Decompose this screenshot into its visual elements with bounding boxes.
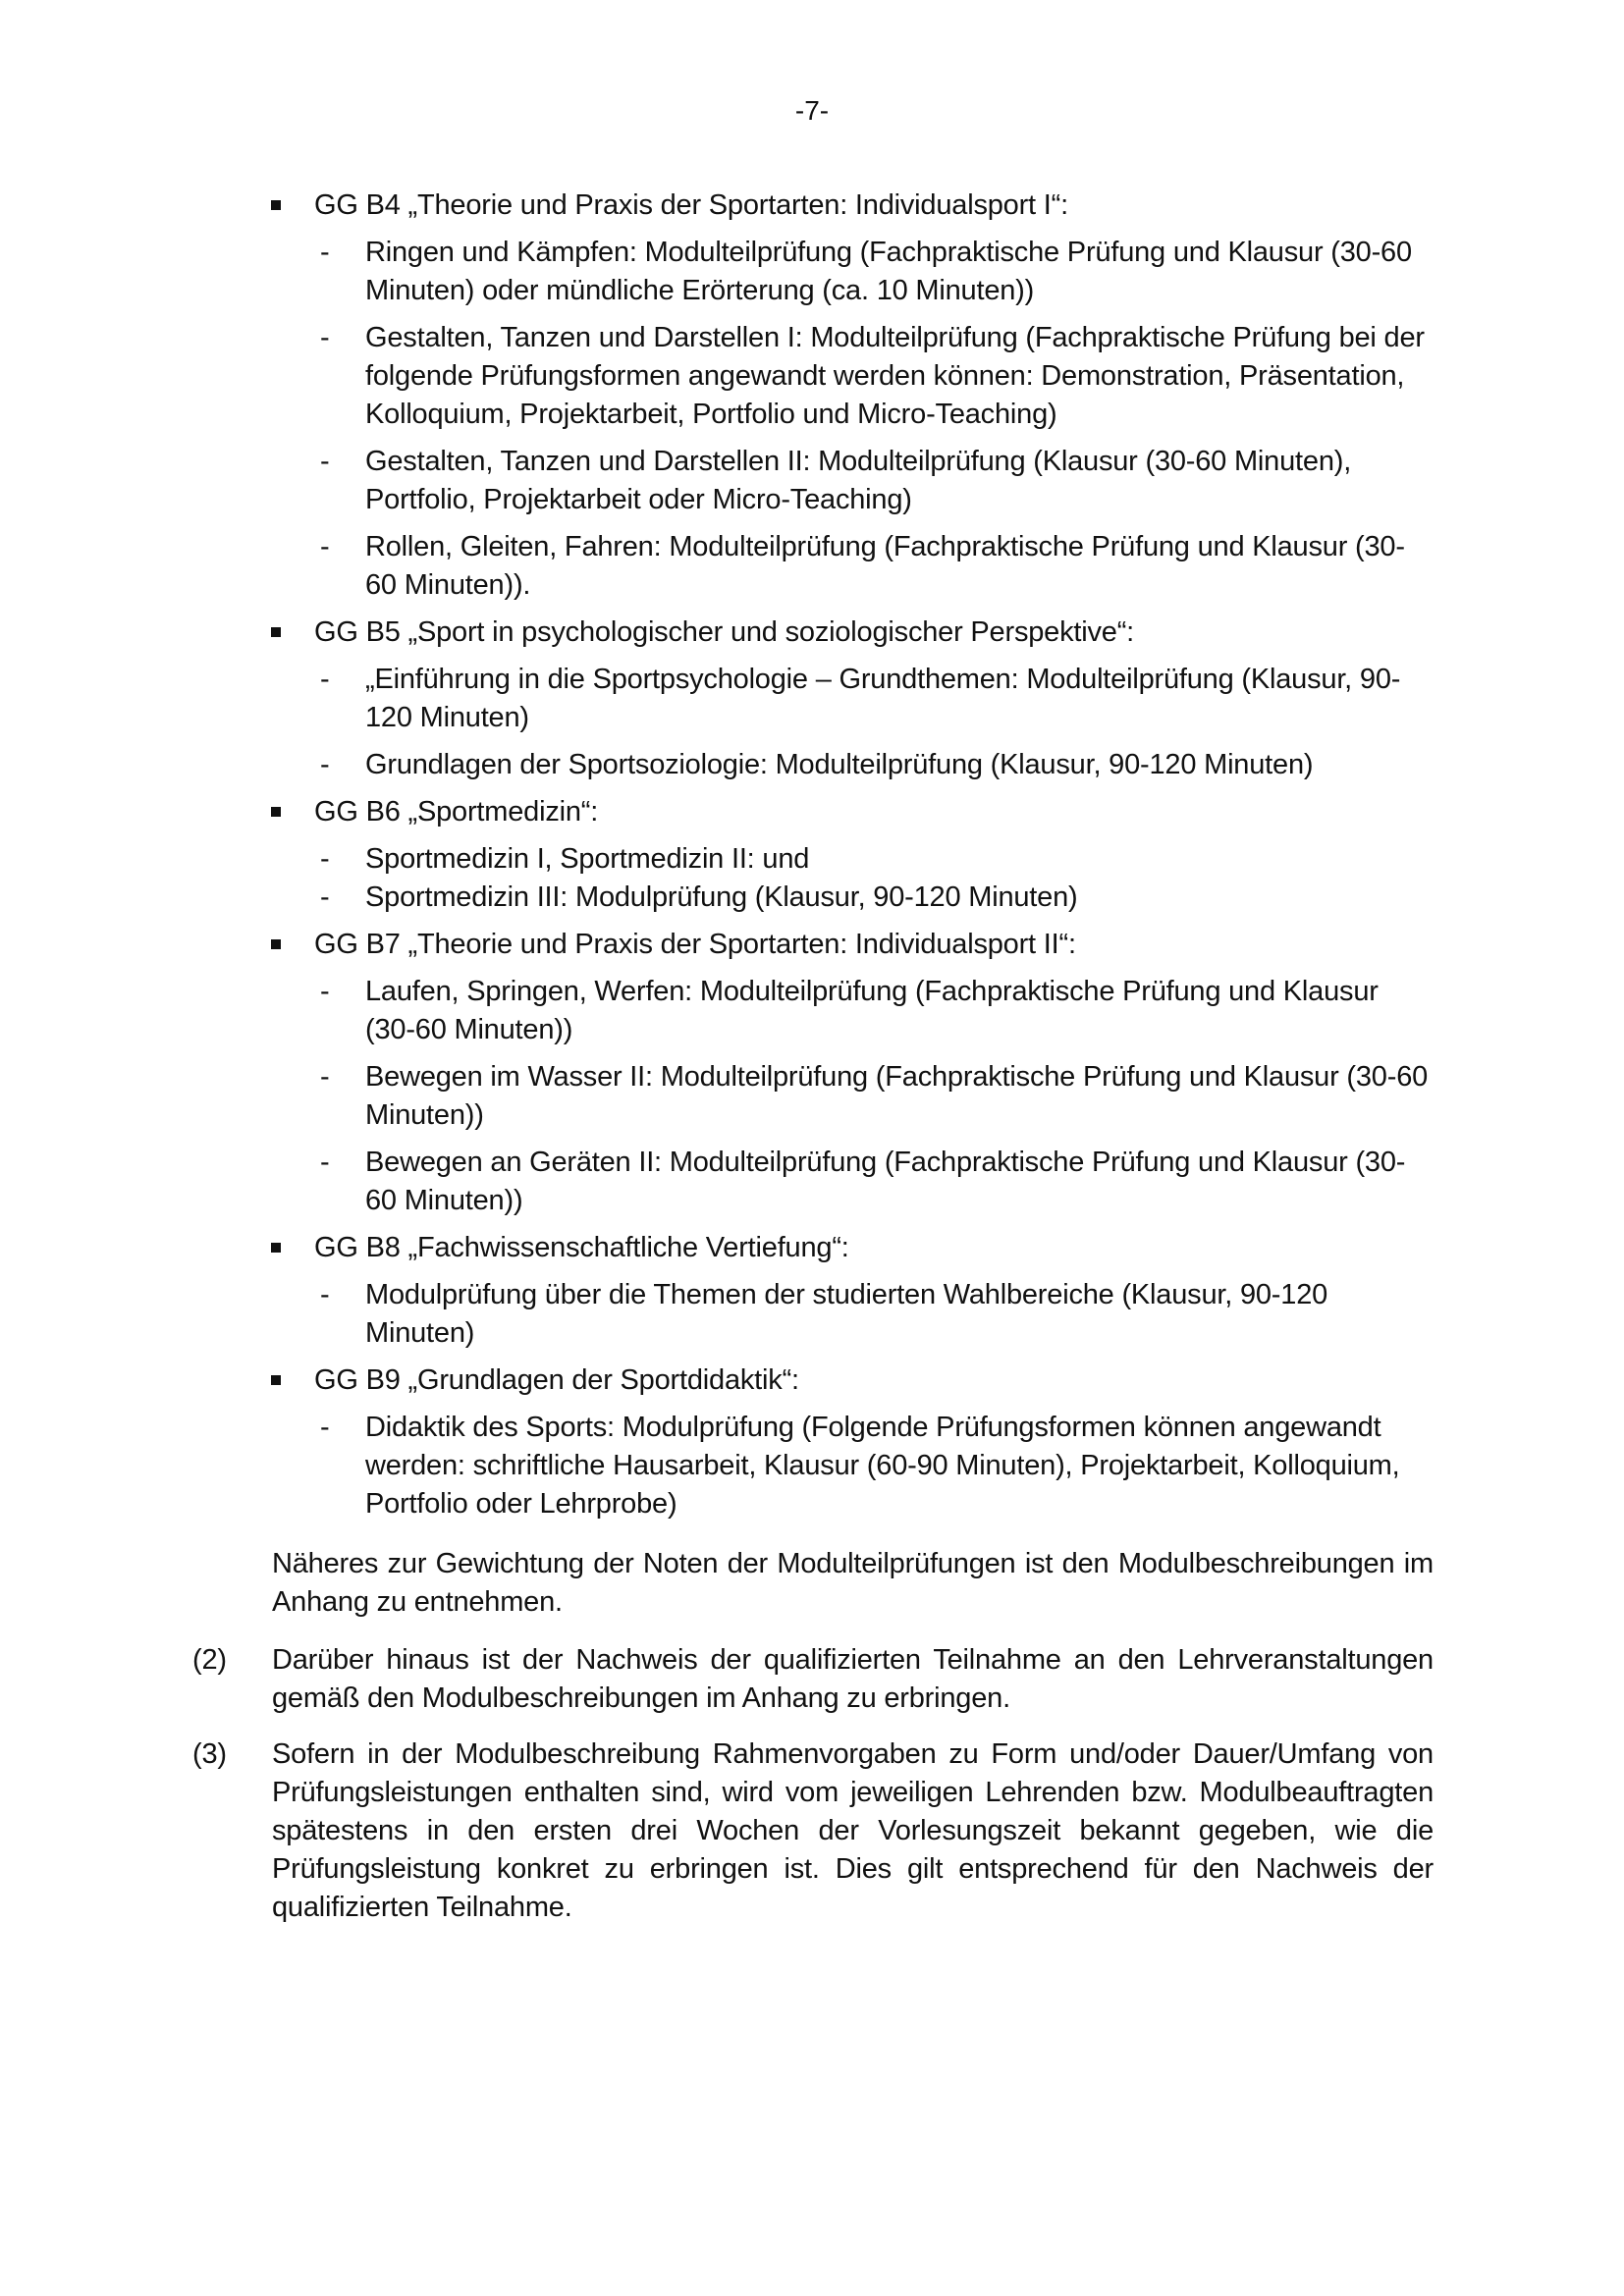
dash-bullet: -	[320, 237, 330, 268]
square-bullet-icon	[271, 939, 281, 949]
dash-bullet: -	[320, 1061, 330, 1093]
paragraph-2	[192, 1641, 1434, 1718]
list-item-text: Sportmedizin III: Modulprüfung (Klausur, 90-120 Minuten)	[365, 881, 1078, 913]
module-title: GG B5 „Sport in psychologischer und soziologischer Perspektive“:	[314, 616, 1135, 648]
list-item-text: Bewegen an Geräten II: Modulteilprüfung (Fachpraktische Prüfung und Klausur (30-60 Minuten))	[365, 1147, 1406, 1216]
square-bullet-icon	[271, 807, 281, 817]
module-gg-b8	[314, 1229, 1434, 1353]
paragraph-text: Sofern in der Modulbeschreibung Rahmenvorgaben zu Form und/oder Dauer/Umfang von Prüfungsleistungen enthalten sind, wird vom jeweiligen Lehrenden bzw. Modulbeauftragten spätestens in den ersten drei Wochen der Vorlesungszeit bekannt gegeben, wie die Prüfungsleistung konkret zu erbringen ist. Dies gilt entsprechend für den Nachweis der qualifizierten Teilnahme.	[272, 1738, 1434, 1923]
document-body	[0, 187, 1624, 1945]
dash-bullet: -	[320, 1412, 330, 1443]
square-bullet-icon	[271, 200, 281, 210]
paragraph-number: (2)	[192, 1644, 227, 1676]
sub-list	[314, 661, 1434, 784]
list-item	[320, 840, 1434, 879]
paragraph-number: (3)	[192, 1738, 227, 1770]
list-item	[320, 1058, 1434, 1135]
list-item-text: Modulprüfung über die Themen der studierten Wahlbereiche (Klausur, 90-120 Minuten)	[365, 1279, 1328, 1349]
sub-list	[314, 1276, 1434, 1353]
dash-bullet: -	[320, 664, 330, 695]
dash-bullet: -	[320, 976, 330, 1007]
list-item	[320, 234, 1434, 310]
list-item-text: „Einführung in die Sportpsychologie – Grundthemen: Modulteilprüfung (Klausur, 90-120 Minuten)	[365, 664, 1401, 733]
page-number: -7-	[794, 95, 830, 126]
list-item	[320, 973, 1434, 1049]
dash-bullet: -	[320, 446, 330, 477]
list-item-text: Laufen, Springen, Werfen: Modulteilprüfung (Fachpraktische Prüfung und Klausur (30-60 Minuten))	[365, 976, 1379, 1045]
dash-bullet: -	[320, 843, 330, 875]
list-item-text: Bewegen im Wasser II: Modulteilprüfung (Fachpraktische Prüfung und Klausur (30-60 Minuten))	[365, 1061, 1429, 1131]
list-item-text: Didaktik des Sports: Modulprüfung (Folgende Prüfungsformen können angewandt werden: schriftliche Hausarbeit, Klausur (60-90 Minuten), Projektarbeit, Kolloquium, Portfolio oder Lehrprobe)	[365, 1412, 1400, 1520]
list-item	[320, 443, 1434, 519]
sub-list	[314, 840, 1434, 917]
list-item	[320, 661, 1434, 737]
dash-bullet: -	[320, 881, 330, 913]
list-item	[320, 319, 1434, 434]
module-gg-b4	[314, 187, 1434, 605]
module-title: GG B9 „Grundlagen der Sportdidaktik“:	[314, 1364, 799, 1396]
paragraph-3	[192, 1735, 1434, 1927]
dash-bullet: -	[320, 749, 330, 780]
dash-bullet: -	[320, 531, 330, 562]
module-gg-b9	[314, 1362, 1434, 1523]
paragraph-text: Darüber hinaus ist der Nachweis der qualifizierten Teilnahme an den Lehrveranstaltungen gemäß den Modulbeschreibungen im Anhang zu erbringen.	[272, 1644, 1434, 1714]
list-item-text: Ringen und Kämpfen: Modulteilprüfung (Fachpraktische Prüfung und Klausur (30-60 Minuten) oder mündliche Erörterung (ca. 10 Minuten))	[365, 237, 1412, 306]
list-item-text: Rollen, Gleiten, Fahren: Modulteilprüfung (Fachpraktische Prüfung und Klausur (30-60 Minuten)).	[365, 531, 1405, 601]
list-item-text: Gestalten, Tanzen und Darstellen II: Modulteilprüfung (Klausur (30-60 Minuten), Portfolio, Projektarbeit oder Micro-Teaching)	[365, 446, 1352, 515]
module-title: GG B7 „Theorie und Praxis der Sportarten: Individualsport II“:	[314, 929, 1076, 960]
list-item	[320, 879, 1434, 917]
list-item-text: Sportmedizin I, Sportmedizin II: und	[365, 843, 810, 875]
list-item	[320, 746, 1434, 784]
list-item-text: Grundlagen der Sportsoziologie: Modulteilprüfung (Klausur, 90-120 Minuten)	[365, 749, 1314, 780]
module-gg-b6	[314, 793, 1434, 917]
sub-list	[314, 973, 1434, 1220]
dash-bullet: -	[320, 322, 330, 353]
list-item	[320, 1409, 1434, 1523]
module-title: GG B6 „Sportmedizin“:	[314, 796, 599, 828]
module-title: GG B8 „Fachwissenschaftliche Vertiefung“:	[314, 1232, 849, 1263]
dash-bullet: -	[320, 1279, 330, 1310]
list-item	[320, 1144, 1434, 1220]
list-item	[320, 528, 1434, 605]
list-item	[320, 1276, 1434, 1353]
dash-bullet: -	[320, 1147, 330, 1178]
square-bullet-icon	[271, 627, 281, 637]
square-bullet-icon	[271, 1243, 281, 1253]
module-gg-b7	[314, 926, 1434, 1220]
module-title: GG B4 „Theorie und Praxis der Sportarten: Individualsport I“:	[314, 189, 1068, 221]
square-bullet-icon	[271, 1375, 281, 1385]
module-gg-b5	[314, 614, 1434, 784]
sub-list	[314, 1409, 1434, 1523]
sub-list	[314, 234, 1434, 605]
weighting-note: Näheres zur Gewichtung der Noten der Modulteilprüfungen ist den Modulbeschreibungen im Anhang zu entnehmen.	[272, 1548, 1434, 1618]
list-item-text: Gestalten, Tanzen und Darstellen I: Modulteilprüfung (Fachpraktische Prüfung bei der folgende Prüfungsformen angewandt werden können: Demonstration, Präsentation, Kolloquium, Projektarbeit, Portfolio und Micro-Teaching)	[365, 322, 1425, 430]
